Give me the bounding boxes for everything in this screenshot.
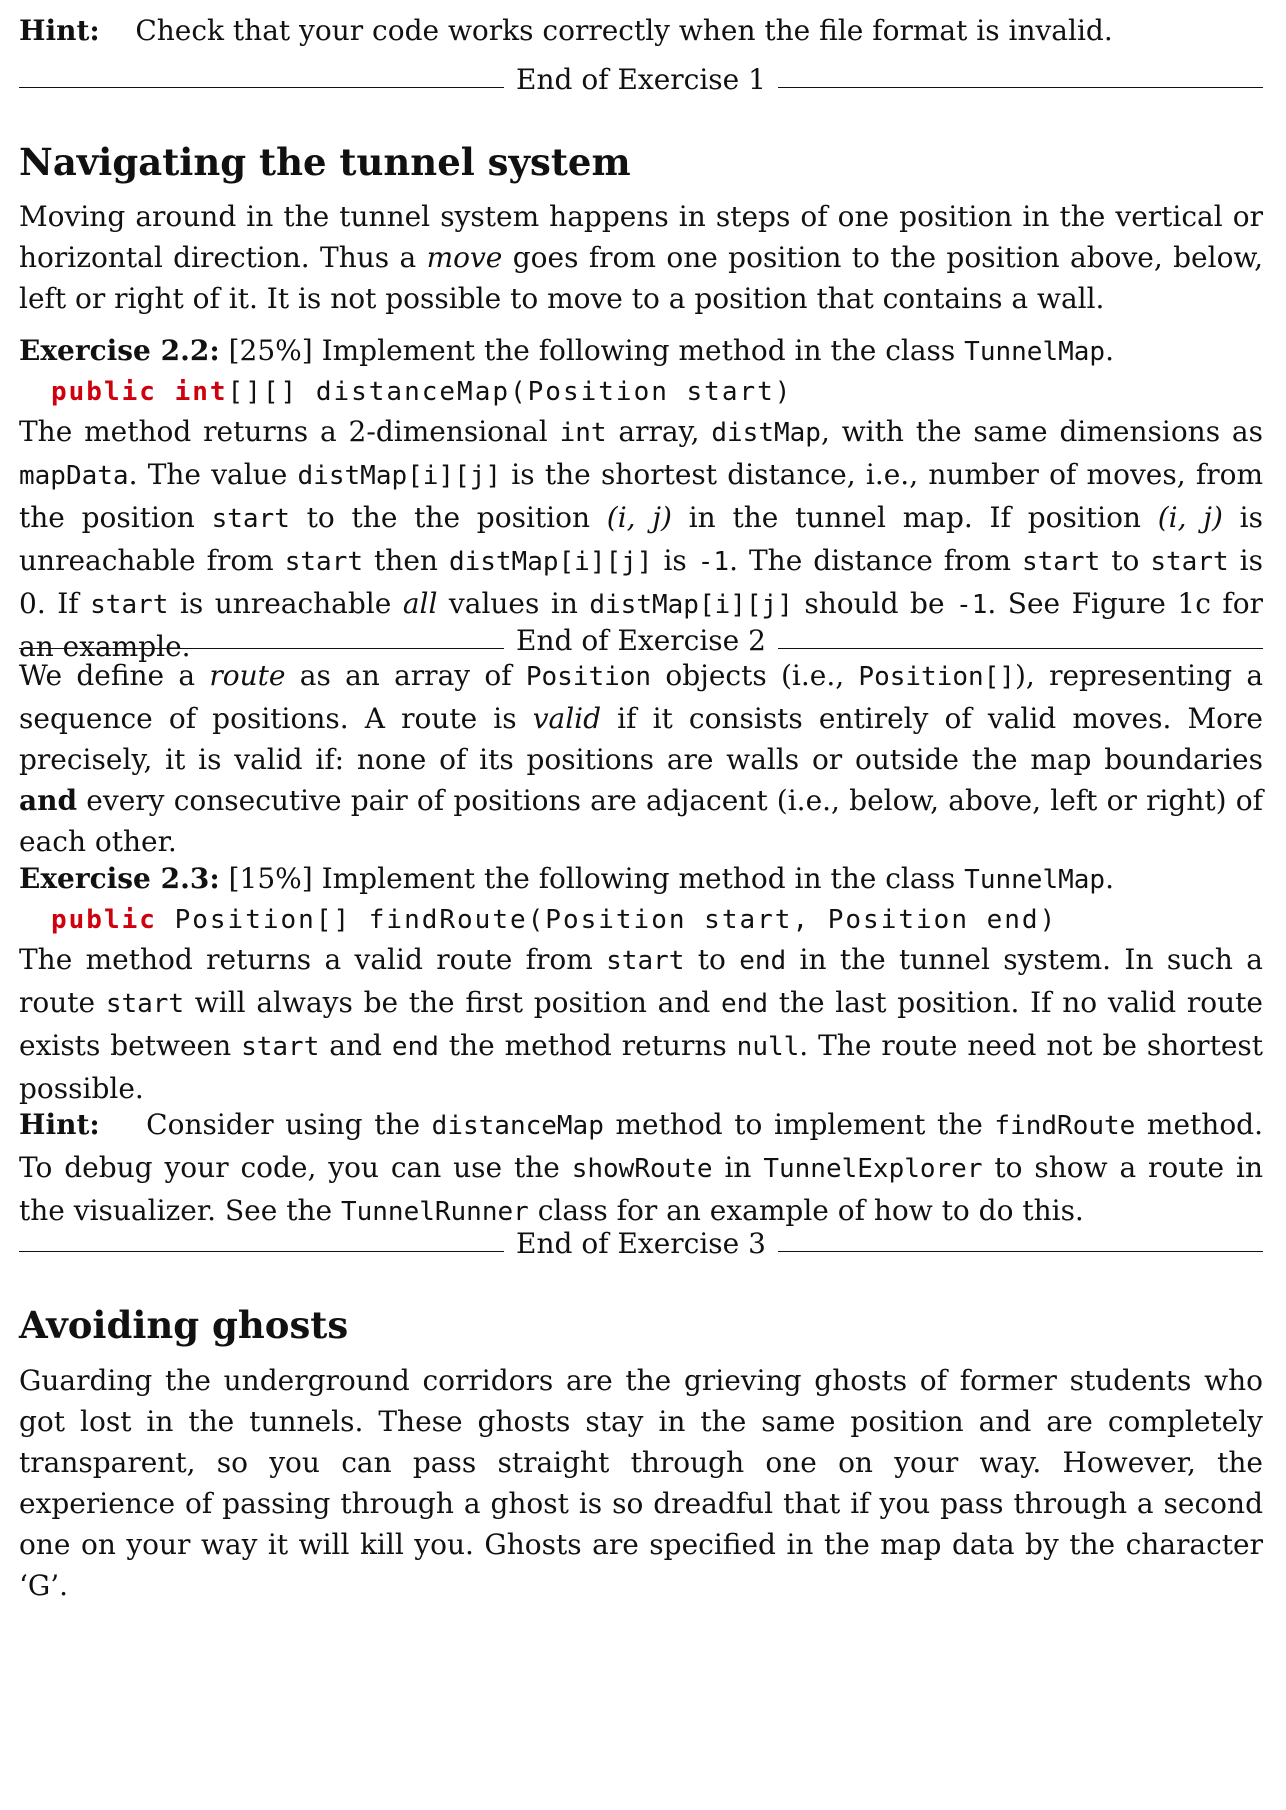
text: Implement the following method in the class [312, 334, 965, 367]
section-navigating [19, 140, 1263, 184]
method-signature [19, 901, 1263, 939]
exercise-weight: [25%] [228, 334, 313, 367]
rule-left [19, 648, 504, 649]
text: Moving around in the tunnel system happens in steps of one position in the vertical or horizontal direction. Thus a [19, 200, 1263, 274]
rule-left [19, 87, 504, 88]
exercise-label: Exercise 2.2: [19, 334, 220, 367]
route-definition-paragraph: We define a route as an array of Position objects (i.e., Position[]), representing a sequence of positions. A route is valid if it consists entirely of valid moves. More precisely, it is valid if: none of its positions are walls or outside the map boundaries and every consecutive pair of positions are adjacent (i.e., below, above, left or right) of each other. [19, 659, 1264, 858]
section-title: Avoiding ghosts [19, 1303, 349, 1347]
emphasis-move: move [426, 241, 503, 274]
hint-label: Hint: [19, 14, 100, 47]
hint-1 [19, 10, 1263, 51]
keyword: int [174, 377, 228, 407]
rule-right [778, 648, 1263, 649]
end-of-exercise-1 [19, 61, 1263, 97]
end-of-exercise-2 [19, 622, 1263, 658]
exercise-label: Exercise 2.3: [19, 862, 220, 895]
keyword: public [51, 905, 157, 935]
text: . [1105, 334, 1114, 367]
exercise-weight: [15%] [228, 862, 313, 895]
method-signature [19, 373, 1263, 411]
signature-text: Position[] findRoute(Position start, Position end) [156, 905, 1058, 935]
section-navigating-paragraph [19, 196, 1263, 319]
end-label: End of Exercise 3 [516, 1226, 766, 1260]
section-avoiding-ghosts [19, 1303, 1263, 1347]
rule-right [778, 1251, 1263, 1252]
rule-left [19, 1251, 504, 1252]
rule-right [778, 87, 1263, 88]
signature-text: [][] distanceMap(Position start) [227, 377, 793, 407]
paragraph: Guarding the underground corridors are the grieving ghosts of former students who got lost in the tunnels. These ghosts stay in the same position and are completely transparent, so you can pass straight through one on your way. However, the experience of passing through a ghost is so dreadful that if you pass through a second one on your way it will kill you. Ghosts are specified in the map data by the character ‘G’. [19, 1364, 1263, 1602]
hint-text: Check that your code works correctly when the file format is invalid. [135, 14, 1113, 47]
code-class: TunnelMap [964, 337, 1106, 367]
keyword: public [51, 377, 157, 407]
section-avoiding-ghosts-paragraph [19, 1360, 1263, 1606]
end-label: End of Exercise 1 [516, 62, 766, 96]
section-title: Navigating the tunnel system [19, 140, 631, 184]
text: goes from one position to the position above, below, left or right of it. It is not possible to move to a position that contains a wall. [19, 241, 1263, 315]
end-label: End of Exercise 2 [516, 623, 766, 657]
exercise-2-2: Exercise 2.2: [25%] Implement the following method in the class TunnelMap. public int[][] distanceMap(Position start) The method returns a 2-dimensional int array, distMap, with the same dimensions as mapData. The value distMap[i][j] is the shortest distance, i.e., number of moves, from the position start to the the position (i, j) in the tunnel map. If position (i, j) is unreachable from start then distMap[i][j] is -1. The distance from start to start is 0. If start is unreachable all values in distMap[i][j] should be -1. See Figure 1c for an example. [19, 334, 1263, 663]
hint-2: Hint: Consider using the distanceMap method to implement the findRoute method. To debug your code, you can use the showRoute in TunnelExplorer to show a route in the visualizer. See the TunnelRunner class for an example of how to do this. [19, 1108, 1264, 1227]
end-of-exercise-3 [19, 1225, 1263, 1261]
hint-label: Hint: [19, 1108, 100, 1141]
exercise-2-3: Exercise 2.3: [15%] Implement the following method in the class TunnelMap. public Position[] findRoute(Position start, Position end) The method returns a valid route from start to end in the tunnel system. In such a route start will always be the first position and end the last position. If no valid route exists between start and end the method returns null. The route need not be shortest possible. [19, 862, 1264, 1105]
emphasis-route: route [209, 659, 286, 692]
emphasis-valid: valid [532, 702, 602, 735]
